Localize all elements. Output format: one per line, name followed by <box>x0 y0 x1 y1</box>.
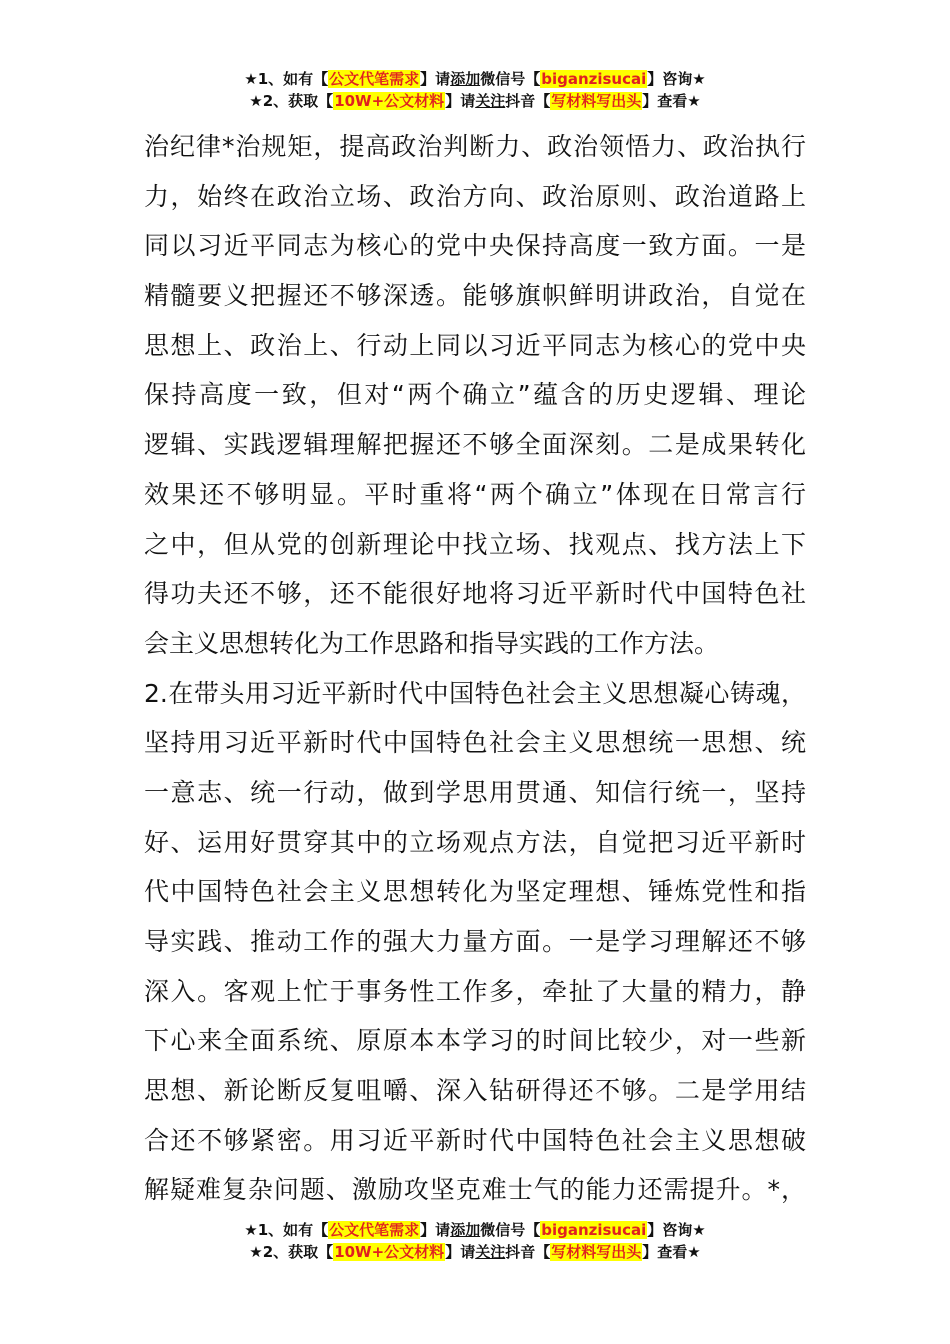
banner-emphasis: 关注 <box>475 1243 506 1261</box>
banner-text: 】请 <box>420 70 451 88</box>
banner-text: 】请 <box>445 92 476 110</box>
body-line: 保持高度一致，但对“两个确立”蕴含的历史逻辑、理论 <box>144 380 806 410</box>
banner-text: 】查看★ <box>642 92 701 110</box>
banner-text: 】咨询★ <box>647 1221 706 1239</box>
body-line: 同以习近平同志为核心的党中央保持高度一致方面。一是 <box>144 231 806 261</box>
body-line: 逻辑、实践逻辑理解把握还不够全面深刻。二是成果转化 <box>144 430 806 460</box>
document-body <box>144 122 806 1215</box>
body-line: 合还不够紧密。用习近平新时代中国特色社会主义思想破 <box>144 1125 806 1155</box>
body-line: 2.在带头用习近平新时代中国特色社会主义思想凝心铸魂， <box>144 678 806 708</box>
banner-highlight-service: 公文代笔需求 <box>329 1221 420 1239</box>
banner-highlight-wechat-id: biganzisucai <box>541 70 647 88</box>
banner-highlight-douyin: 写材料写出头 <box>551 92 642 110</box>
banner-text: ★2、获取【 <box>249 1243 334 1261</box>
body-line: 思想上、政治上、行动上同以习近平同志为核心的党中央 <box>144 330 806 360</box>
banner-text: 微信号【 <box>480 70 541 88</box>
banner-emphasis: 添加 <box>450 70 481 88</box>
banner-text: ★2、获取【 <box>249 92 334 110</box>
banner-text: 抖音【 <box>505 92 551 110</box>
body-line: 好、运用好贯穿其中的立场观点方法，自觉把习近平新时 <box>144 827 806 857</box>
header-banner-line-2 <box>0 90 950 112</box>
banner-text: 】查看★ <box>642 1243 701 1261</box>
body-line: 坚持用习近平新时代中国特色社会主义思想统一思想、统 <box>144 728 806 758</box>
banner-highlight-douyin: 写材料写出头 <box>551 1243 642 1261</box>
body-line: 精髓要义把握还不够深透。能够旗帜鲜明讲政治，自觉在 <box>144 281 806 311</box>
header-banner <box>0 68 950 112</box>
body-line: 力，始终在政治立场、政治方向、政治原则、政治道路上 <box>144 181 806 211</box>
banner-text: 微信号【 <box>480 1221 541 1239</box>
body-line: 下心来全面系统、原原本本学习的时间比较少，对一些新 <box>144 1026 806 1056</box>
banner-emphasis: 关注 <box>475 92 506 110</box>
body-line: 代中国特色社会主义思想转化为坚定理想、锤炼党性和指 <box>144 877 806 907</box>
banner-highlight-service: 公文代笔需求 <box>329 70 420 88</box>
banner-text: 】请 <box>420 1221 451 1239</box>
banner-text: 】咨询★ <box>647 70 706 88</box>
banner-highlight-wechat-id: biganzisucai <box>541 1221 647 1239</box>
body-line: 治纪律*治规矩，提高政治判断力、政治领悟力、政治执行 <box>144 132 806 161</box>
body-line: 得功夫还不够，还不能很好地将习近平新时代中国特色社 <box>144 579 806 609</box>
header-banner-line-1 <box>0 68 950 90</box>
banner-text: ★1、如有【 <box>244 70 329 88</box>
body-line: 效果还不够明显。平时重将“两个确立”体现在日常言行 <box>144 479 806 509</box>
body-line: 解疑难复杂问题、激励攻坚克难士气的能力还需提升。*， <box>144 1175 806 1205</box>
banner-emphasis: 添加 <box>450 1221 481 1239</box>
body-line: 导实践、推动工作的强大力量方面。一是学习理解还不够 <box>144 927 806 956</box>
banner-text: 】请 <box>445 1243 476 1261</box>
body-line: 会主义思想转化为工作思路和指导实践的工作方法。 <box>144 628 720 658</box>
body-line: 一意志、统一行动，做到学思用贯通、知信行统一，坚持 <box>144 777 806 807</box>
banner-text: ★1、如有【 <box>244 1221 329 1239</box>
banner-text: 抖音【 <box>505 1243 551 1261</box>
footer-banner-line-2 <box>0 1241 950 1263</box>
footer-banner <box>0 1219 950 1263</box>
footer-banner-line-1 <box>0 1219 950 1241</box>
body-line: 深入。客观上忙于事务性工作多，牵扯了大量的精力，静 <box>144 976 806 1006</box>
body-line: 之中，但从党的创新理论中找立场、找观点、找方法上下 <box>144 529 806 559</box>
banner-highlight-materials: 10W+公文材料 <box>334 92 445 110</box>
body-line: 思想、新论断反复咀嚼、深入钻研得还不够。二是学用结 <box>144 1076 806 1106</box>
banner-highlight-materials: 10W+公文材料 <box>334 1243 445 1261</box>
